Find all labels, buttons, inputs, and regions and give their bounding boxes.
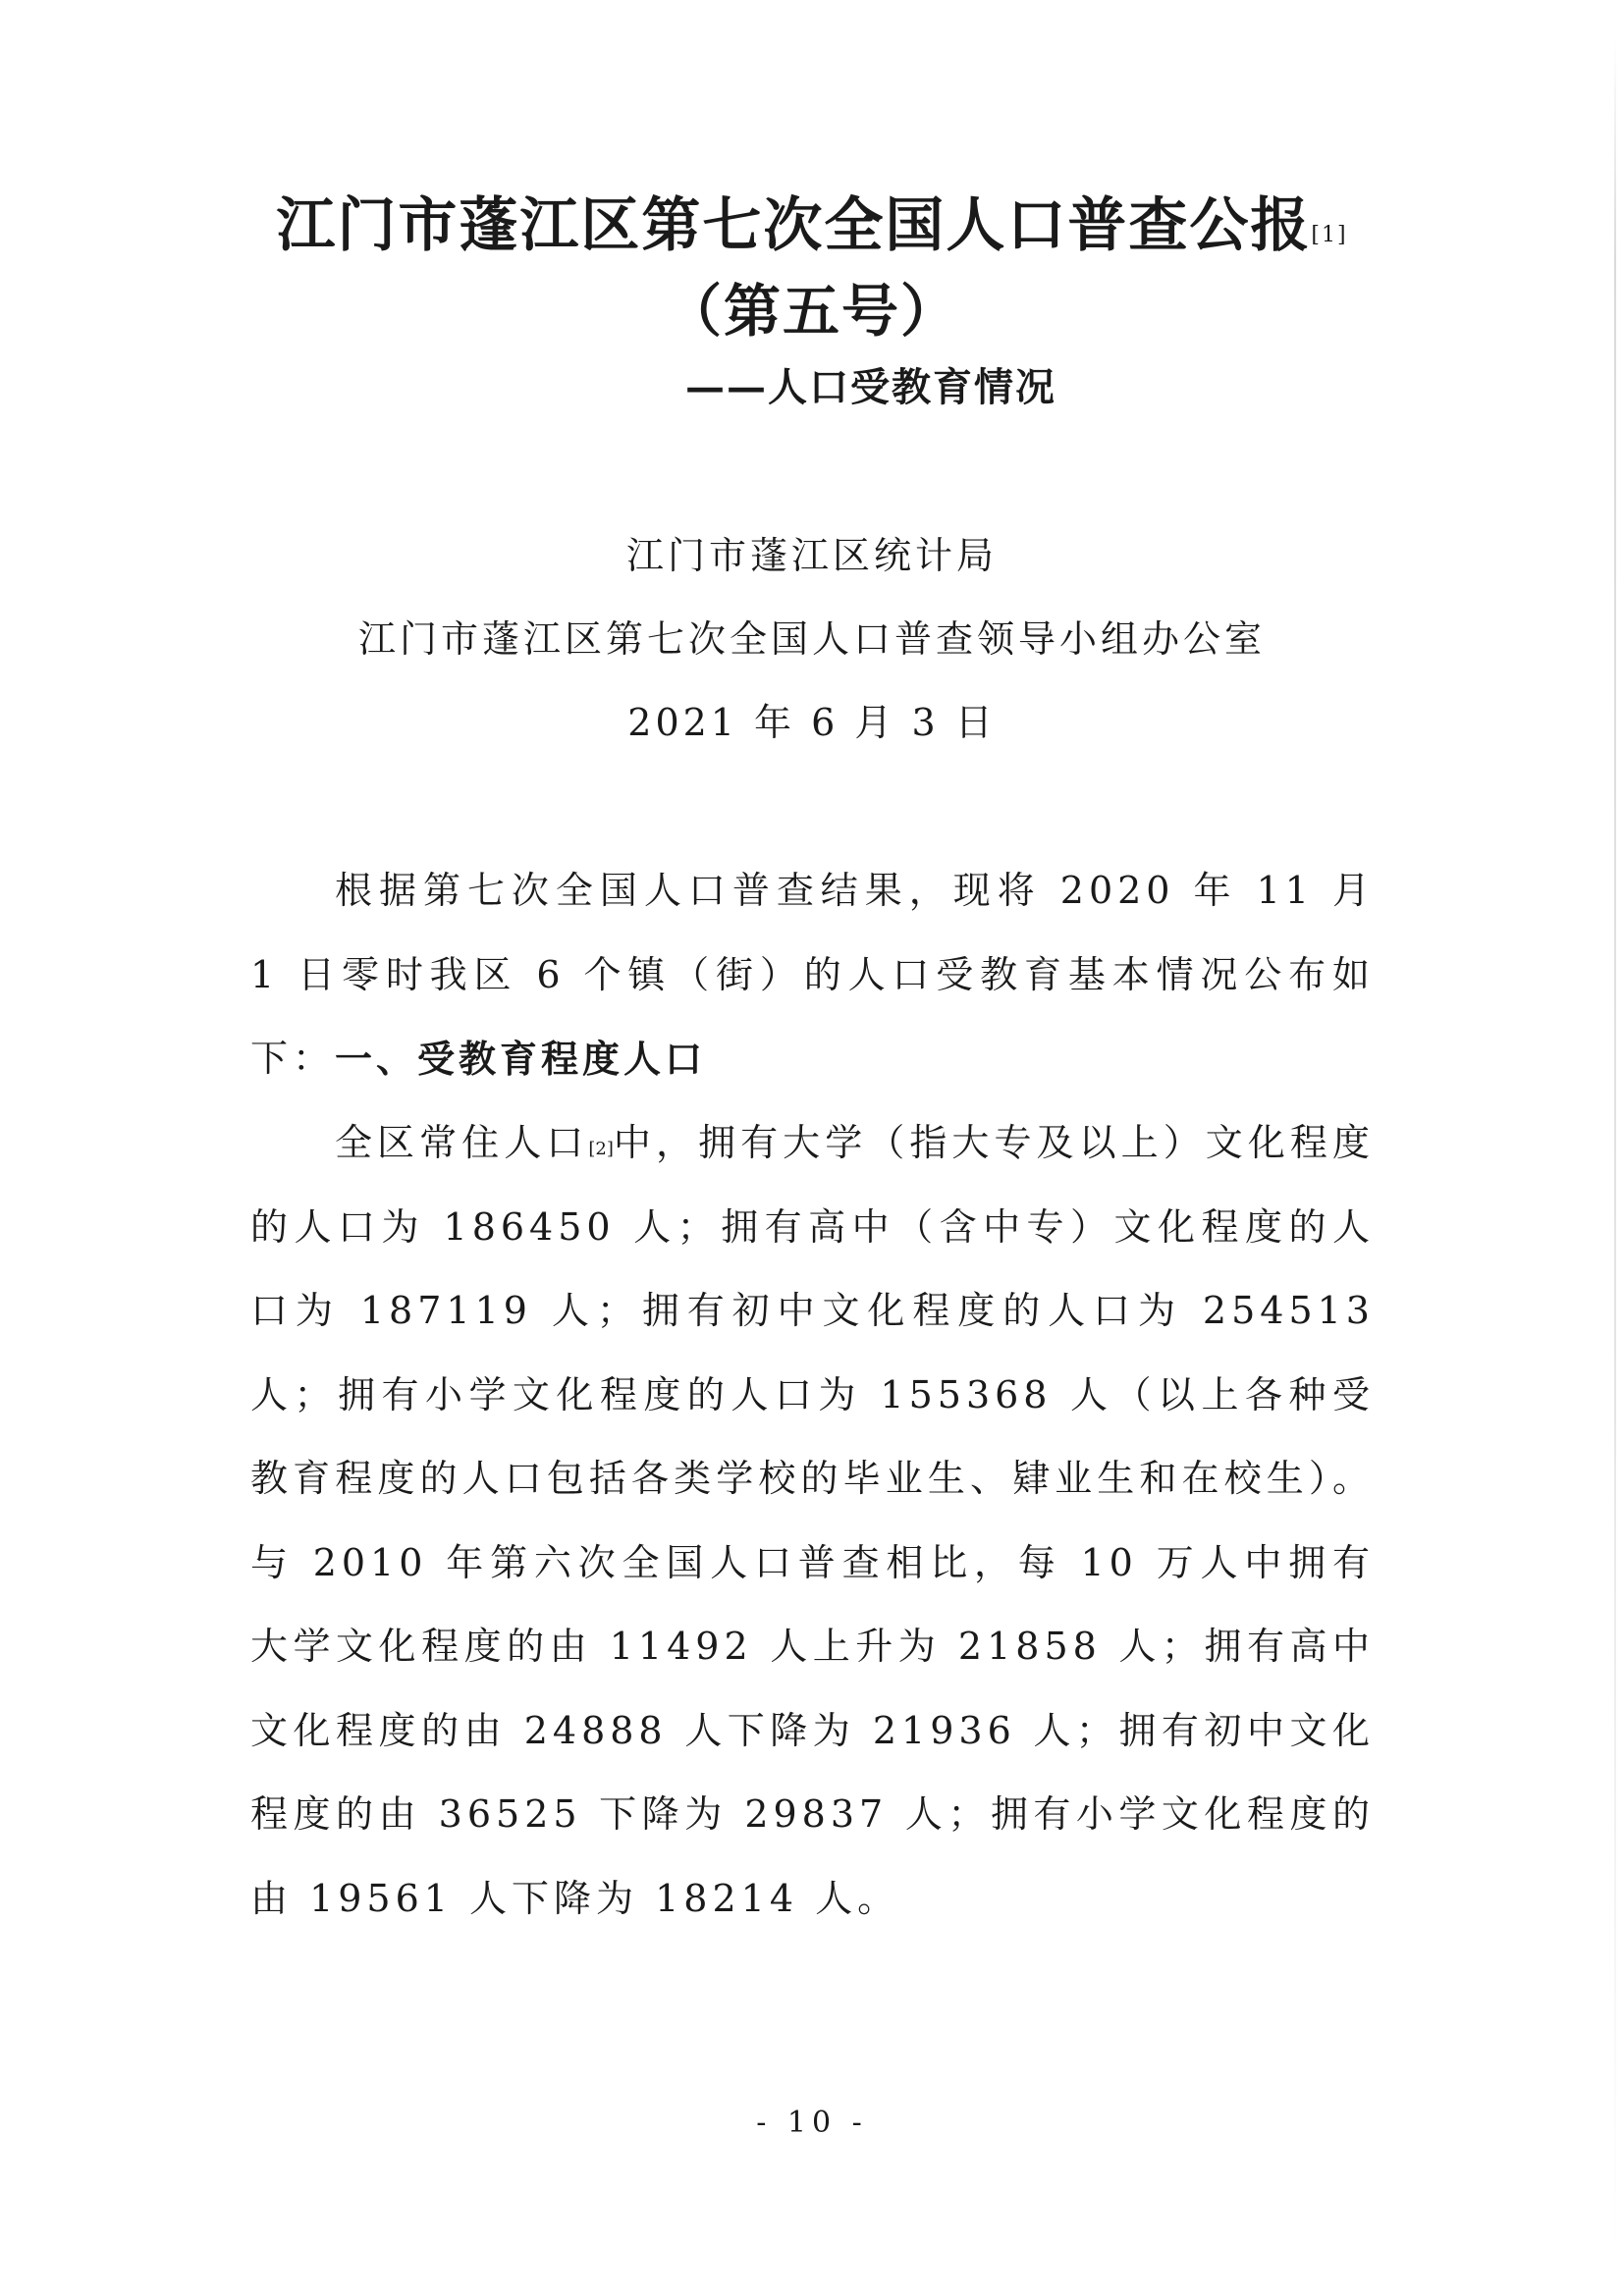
section-lead-text: 全区常住人口 (335, 1121, 589, 1164)
intro-paragraph: 根据第七次全国人口普查结果，现将 2020 年 11 月 1 日零时我区 6 个镇（街）的人口受教育基本情况公布如下： (250, 869, 1375, 1080)
section-body-text: 中，拥有大学（指大专及以上）文化程度的人口为 186450 人；拥有高中（含中专）文化程度的人口为 187119 人；拥有初中文化程度的人口为 254513 人；拥有小学文化程度的人口为 155368 人（以上各种受教育程度的人口包括各类学校的毕业生、肄业生和在校生）。与 2010 年第六次全国人口普查相比，每 10 万人中拥有大学文化程度的由 11492 人上升为 21858 人；拥有高中文化程度的由 24888 人下降为 21936 人；拥有初中文化程度的由 36525 下降为 29837 人；拥有小学文化程度的由 19561 人下降为 18214 人。 (250, 1121, 1375, 1920)
page-number: - 10 - (756, 2106, 868, 2140)
title-main-text: 江门市蓬江区第七次全国人口普查公报 (276, 191, 1312, 260)
section-heading: 一、受教育程度人口 (335, 1038, 707, 1081)
issuer-bureau: 江门市蓬江区统计局 (625, 534, 998, 577)
bulletin-number: （第五号） (664, 278, 959, 345)
title-footnote-marker: [1] (1311, 223, 1348, 247)
footnote-marker: [2] (588, 1139, 614, 1159)
document-title (0, 187, 1624, 265)
document-subtitle: ——人口受教育情况 (685, 364, 1056, 410)
section-paragraph (250, 1101, 1375, 1941)
issuer-office: 江门市蓬江区第七次全国人口普查领导小组办公室 (357, 617, 1266, 661)
issue-date: 2021 年 6 月 3 日 (627, 701, 997, 744)
